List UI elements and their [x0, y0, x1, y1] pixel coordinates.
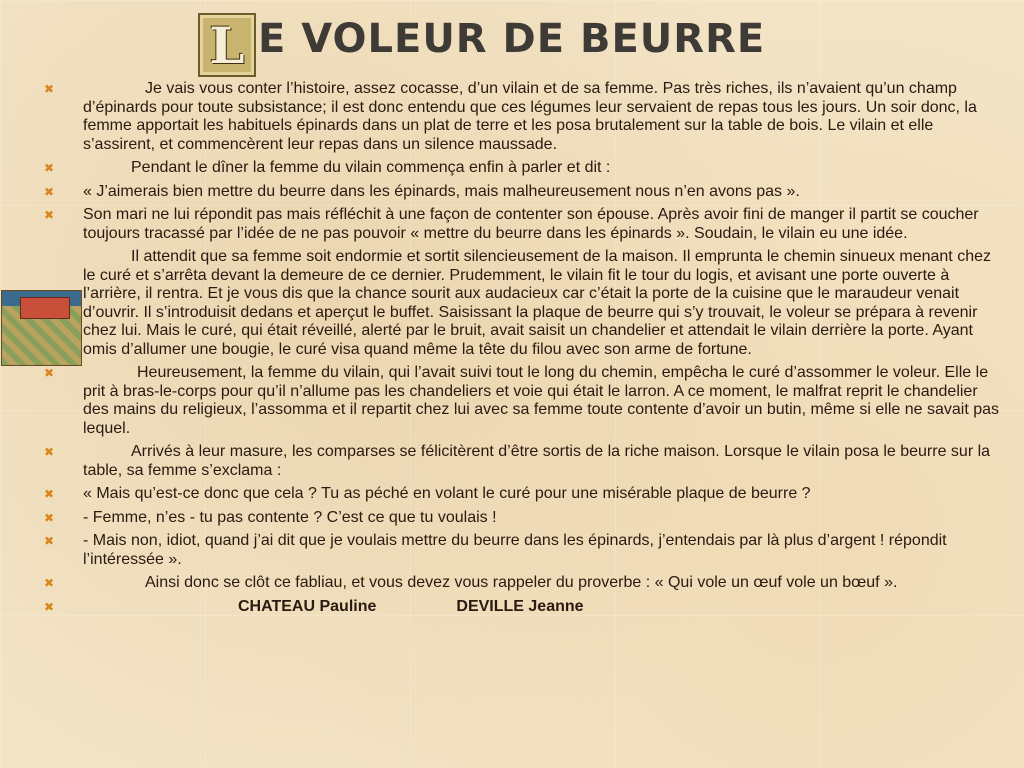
paragraph-1: Je vais vous conter l’histoire, assez cocasse, d’un vilain et de sa femme. Pas très riches, ils n’avaient qu’un champ d’épinards pour toute subsistance; il est donc entendu que ces légumes leur servaient de repas tous les jours. Un soir donc, la femme apportait les habituels épinards dans un plat de terre et les posa brutalement sur la table de bois. Le vilain et elle s’assirent, et commencèrent leur repas dans un silence maussade. — [83, 80, 977, 153]
list-item — [42, 485, 1000, 504]
list-item — [42, 509, 1000, 528]
list-item — [42, 443, 1000, 480]
paragraph-10: - Mais non, idiot, quand j’ai dit que je voulais mettre du beurre dans les épinards, j’entendais par là plus d’argent ! répondit l’intéressée ». — [83, 532, 947, 568]
sparkle-bullet-icon: ✖ — [43, 487, 55, 501]
author-1: CHATEAU Pauline — [238, 597, 377, 615]
signature-line — [42, 598, 1000, 617]
sparkle-bullet-icon: ✖ — [43, 161, 55, 175]
sparkle-bullet-icon: ✖ — [43, 510, 55, 525]
list-item — [42, 364, 1000, 438]
paragraph-4: Son mari ne lui répondit pas mais réfléchit à une façon de contenter son épouse. Après avoir fini de manger il partit se coucher toujours tracassé par l’idée de ne pas pouvoir « mettre du beurre dans les épinards ». Soudain, le vilain eu une idée. — [83, 206, 979, 242]
sparkle-bullet-icon: ✖ — [43, 82, 55, 96]
sparkle-bullet-icon: ✖ — [43, 366, 55, 380]
author-2: DEVILLE Jeanne — [456, 597, 584, 615]
paragraph-7: Arrivés à leur masure, les comparses se félicitèrent d’être sortis de la riche maison. Lorsque le vilain posa le beurre sur la table, sa femme s’exclama : — [83, 443, 991, 479]
story-text-list — [42, 80, 1000, 621]
sparkle-bullet-icon: ✖ — [43, 576, 55, 590]
slide-title — [198, 12, 765, 78]
paragraph-2: Pendant le dîner la femme du vilain commença enfin à parler et dit : — [131, 159, 611, 176]
list-item — [42, 574, 1000, 593]
sparkle-bullet-icon: ✖ — [43, 599, 55, 614]
list-item — [42, 80, 1000, 154]
paragraph-9: - Femme, n’es - tu pas contente ? C’est ce que tu voulais ! — [83, 508, 497, 526]
list-item — [42, 183, 1000, 202]
list-item — [42, 248, 1000, 359]
paragraph-11: Ainsi donc se clôt ce fabliau, et vous devez vous rappeler du proverbe : « Qui vole un œuf vole un bœuf ». — [145, 574, 898, 591]
sparkle-bullet-icon: ✖ — [43, 445, 55, 459]
paragraph-6: Heureusement, la femme du vilain, qui l’avait suivi tout le long du chemin, empêcha le curé d’assommer le voleur. Elle le prit à bras-le-corps pour qu’il n’allume pas les chandeliers et voie qui était le larron. A ce moment, le malfrat reprit le chandelier des mains du religieux, l’assomma et il repartit chez lui avec sa femme toute contente d’avoir un butin, même si elle ne savait pas lequel. — [83, 364, 999, 437]
list-item — [42, 159, 1000, 178]
list-item — [42, 532, 1000, 569]
paragraph-3: « J’aimerais bien mettre du beurre dans les épinards, mais malheureusement nous n’en avons pas ». — [83, 182, 800, 200]
title-text: E VOLEUR DE BEURRE — [258, 16, 766, 62]
sparkle-bullet-icon: ✖ — [43, 534, 55, 548]
sparkle-bullet-icon: ✖ — [43, 208, 55, 222]
list-item — [42, 206, 1000, 243]
sparkle-bullet-icon: ✖ — [43, 184, 55, 199]
paragraph-8: « Mais qu’est-ce donc que cela ? Tu as péché en volant le curé pour une misérable plaque de beurre ? — [83, 485, 811, 502]
illuminated-dropcap: L — [198, 13, 256, 77]
paragraph-5: Il attendit que sa femme soit endormie et sortit silencieusement de la maison. Il emprunta le chemin sinueux menant chez le curé et s’arrêta devant la demeure de ce dernier. Prudemment, le vilain fit le tour du logis, et avisant une porte ouverte à l’arrière, il rentra. Et je vous dis que la chance sourit aux audacieux car c’était la porte de la cuisine que le maraudeur venait d’ouvrir. Il s’introduisit dedans et aperçut le buffet. Saisissant la plaque de beurre qui s’y trouvait, le voleur se prépara à revenir chez lui. Mais le curé, qui était réveillé, alerté par le bruit, avait saisit un chandelier et attendait le vilain derrière la porte. Ayant omis d’allumer une bougie, le curé visa quand même la tête du filou avec son arme de fortune. — [83, 248, 991, 358]
